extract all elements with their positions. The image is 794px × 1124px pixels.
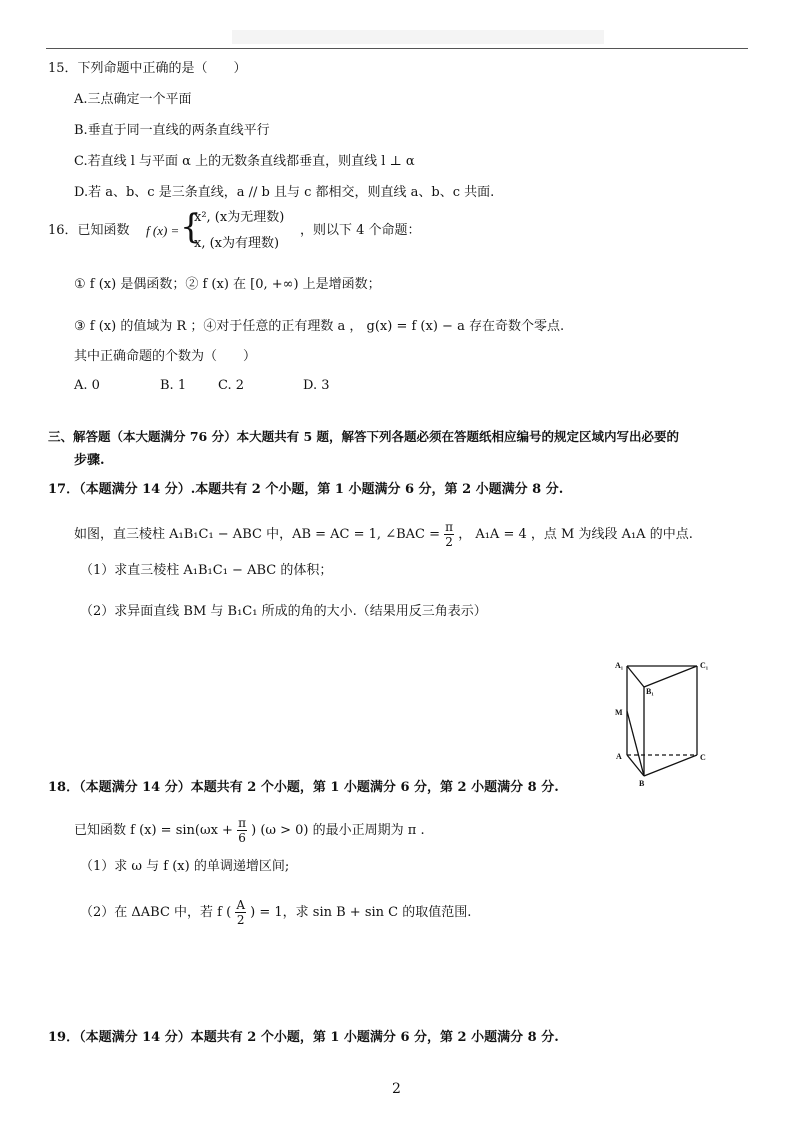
q16-case-1: x², (x为无理数) <box>194 210 285 225</box>
header-rule <box>46 48 748 49</box>
q15-option-b: B.垂直于同一直线的两条直线平行 <box>74 123 270 138</box>
q19-heading: 19．（本题满分 14 分）本题共有 2 个小题，第 1 小题满分 6 分，第 2 小题满分 8 分. <box>48 1030 559 1045</box>
q18-heading: 18．（本题满分 14 分）本题共有 2 个小题，第 1 小题满分 6 分，第 2 小题满分 8 分. <box>48 780 559 795</box>
q15-stem: 15．下列命题中正确的是（ ） <box>48 61 247 76</box>
q18-intro-b: ) (ω > 0) 的最小正周期为 π . <box>251 823 425 838</box>
label-c: C <box>700 753 706 762</box>
q15-option-a: A.三点确定一个平面 <box>74 92 192 107</box>
q16-option-a: A. 0 <box>74 378 100 393</box>
label-a1: A₁ <box>615 661 624 670</box>
q17-intro <box>74 520 693 549</box>
label-b1: B₁ <box>646 687 654 696</box>
label-b: B <box>639 779 645 788</box>
section3-heading-cont: 步骤. <box>74 453 105 468</box>
q16-statements-1: ① f (x) 是偶函数；② f (x) 在 [0, +∞) 上是增函数； <box>74 277 381 292</box>
q17-intro-a: 如图，直三棱柱 A₁B₁C₁ − ABC 中，AB = AC = 1, ∠BAC = <box>74 527 441 542</box>
q16-function: f (x) = <box>146 223 180 238</box>
q18-phase-fraction <box>237 816 247 845</box>
q18-half-angle-fraction <box>235 898 246 927</box>
q18-part2-den: 2 <box>236 913 245 927</box>
q16-option-c: C. 2 <box>218 378 245 393</box>
q18-part-1: （1）求 ω 与 f (x) 的单调递增区间; <box>80 859 290 874</box>
section3-heading: 三、解答题（本大题满分 76 分）本大题共有 5 题，解答下列各题必须在答题纸相应编号的规定区域内写出必要的 <box>48 429 680 444</box>
q16-stem-suffix: ，则以下 4 个命题： <box>300 223 421 238</box>
label-m: M <box>615 708 623 717</box>
label-a: A <box>616 752 622 761</box>
label-c1: C₁ <box>700 661 709 670</box>
q17-frac-den: 2 <box>445 535 453 549</box>
q16-case-2: x, (x为有理数) <box>194 236 280 251</box>
q18-frac-den: 6 <box>238 831 246 845</box>
q17-part-1: （1）求直三棱柱 A₁B₁C₁ − ABC 的体积； <box>80 563 333 578</box>
q15-option-d: D.若 a、b、c 是三条直线，a // b 且与 c 都相交，则直线 a、b、c 共面. <box>74 185 495 200</box>
q17-angle-fraction <box>444 520 454 549</box>
q16-option-b: B. 1 <box>160 378 187 393</box>
q18-part2-num: A <box>236 898 246 912</box>
q18-part-2-b: ) = 1，求 sin B + sin C 的取值范围. <box>250 905 472 920</box>
q18-part-2-a: （2）在 ΔABC 中，若 f ( <box>80 905 232 920</box>
q18-intro-a: 已知函数 f (x) = sin(ωx + <box>74 823 233 838</box>
q18-part-2 <box>80 898 471 927</box>
q18-intro <box>74 816 425 845</box>
page-number: 2 <box>392 1081 401 1097</box>
q16-stem-prefix: 16．已知函数 <box>48 223 130 238</box>
header-blurred-text <box>232 30 604 44</box>
q15-option-c: C.若直线 l 与平面 α 上的无数条直线都垂直，则直线 l ⊥ α <box>74 154 415 169</box>
prism-figure <box>610 656 720 788</box>
edge-a1-b1 <box>627 666 644 687</box>
edge-b-c <box>644 755 697 776</box>
q17-intro-b: ， A₁A = 4 ，点 M 为线段 A₁A 的中点. <box>458 527 693 542</box>
q17-heading: 17．（本题满分 14 分）.本题共有 2 个小题，第 1 小题满分 6 分，第 2 小题满分 8 分. <box>48 482 564 497</box>
q16-option-d: D. 3 <box>303 378 330 393</box>
q17-frac-num: π <box>445 520 454 534</box>
q16-count-prompt: 其中正确命题的个数为（ ） <box>74 349 257 364</box>
q18-frac-num: π <box>238 816 246 830</box>
edge-b1-c1 <box>644 666 697 687</box>
q16-statements-2: ③ f (x) 的值域为 R ；④对于任意的正有理数 a ， g(x) = f (x) − a 存在奇数个零点. <box>74 319 565 334</box>
q16-brace: { <box>180 207 202 247</box>
q17-part-2: （2）求异面直线 BM 与 B₁C₁ 所成的角的大小.（结果用反三角表示） <box>80 604 487 619</box>
